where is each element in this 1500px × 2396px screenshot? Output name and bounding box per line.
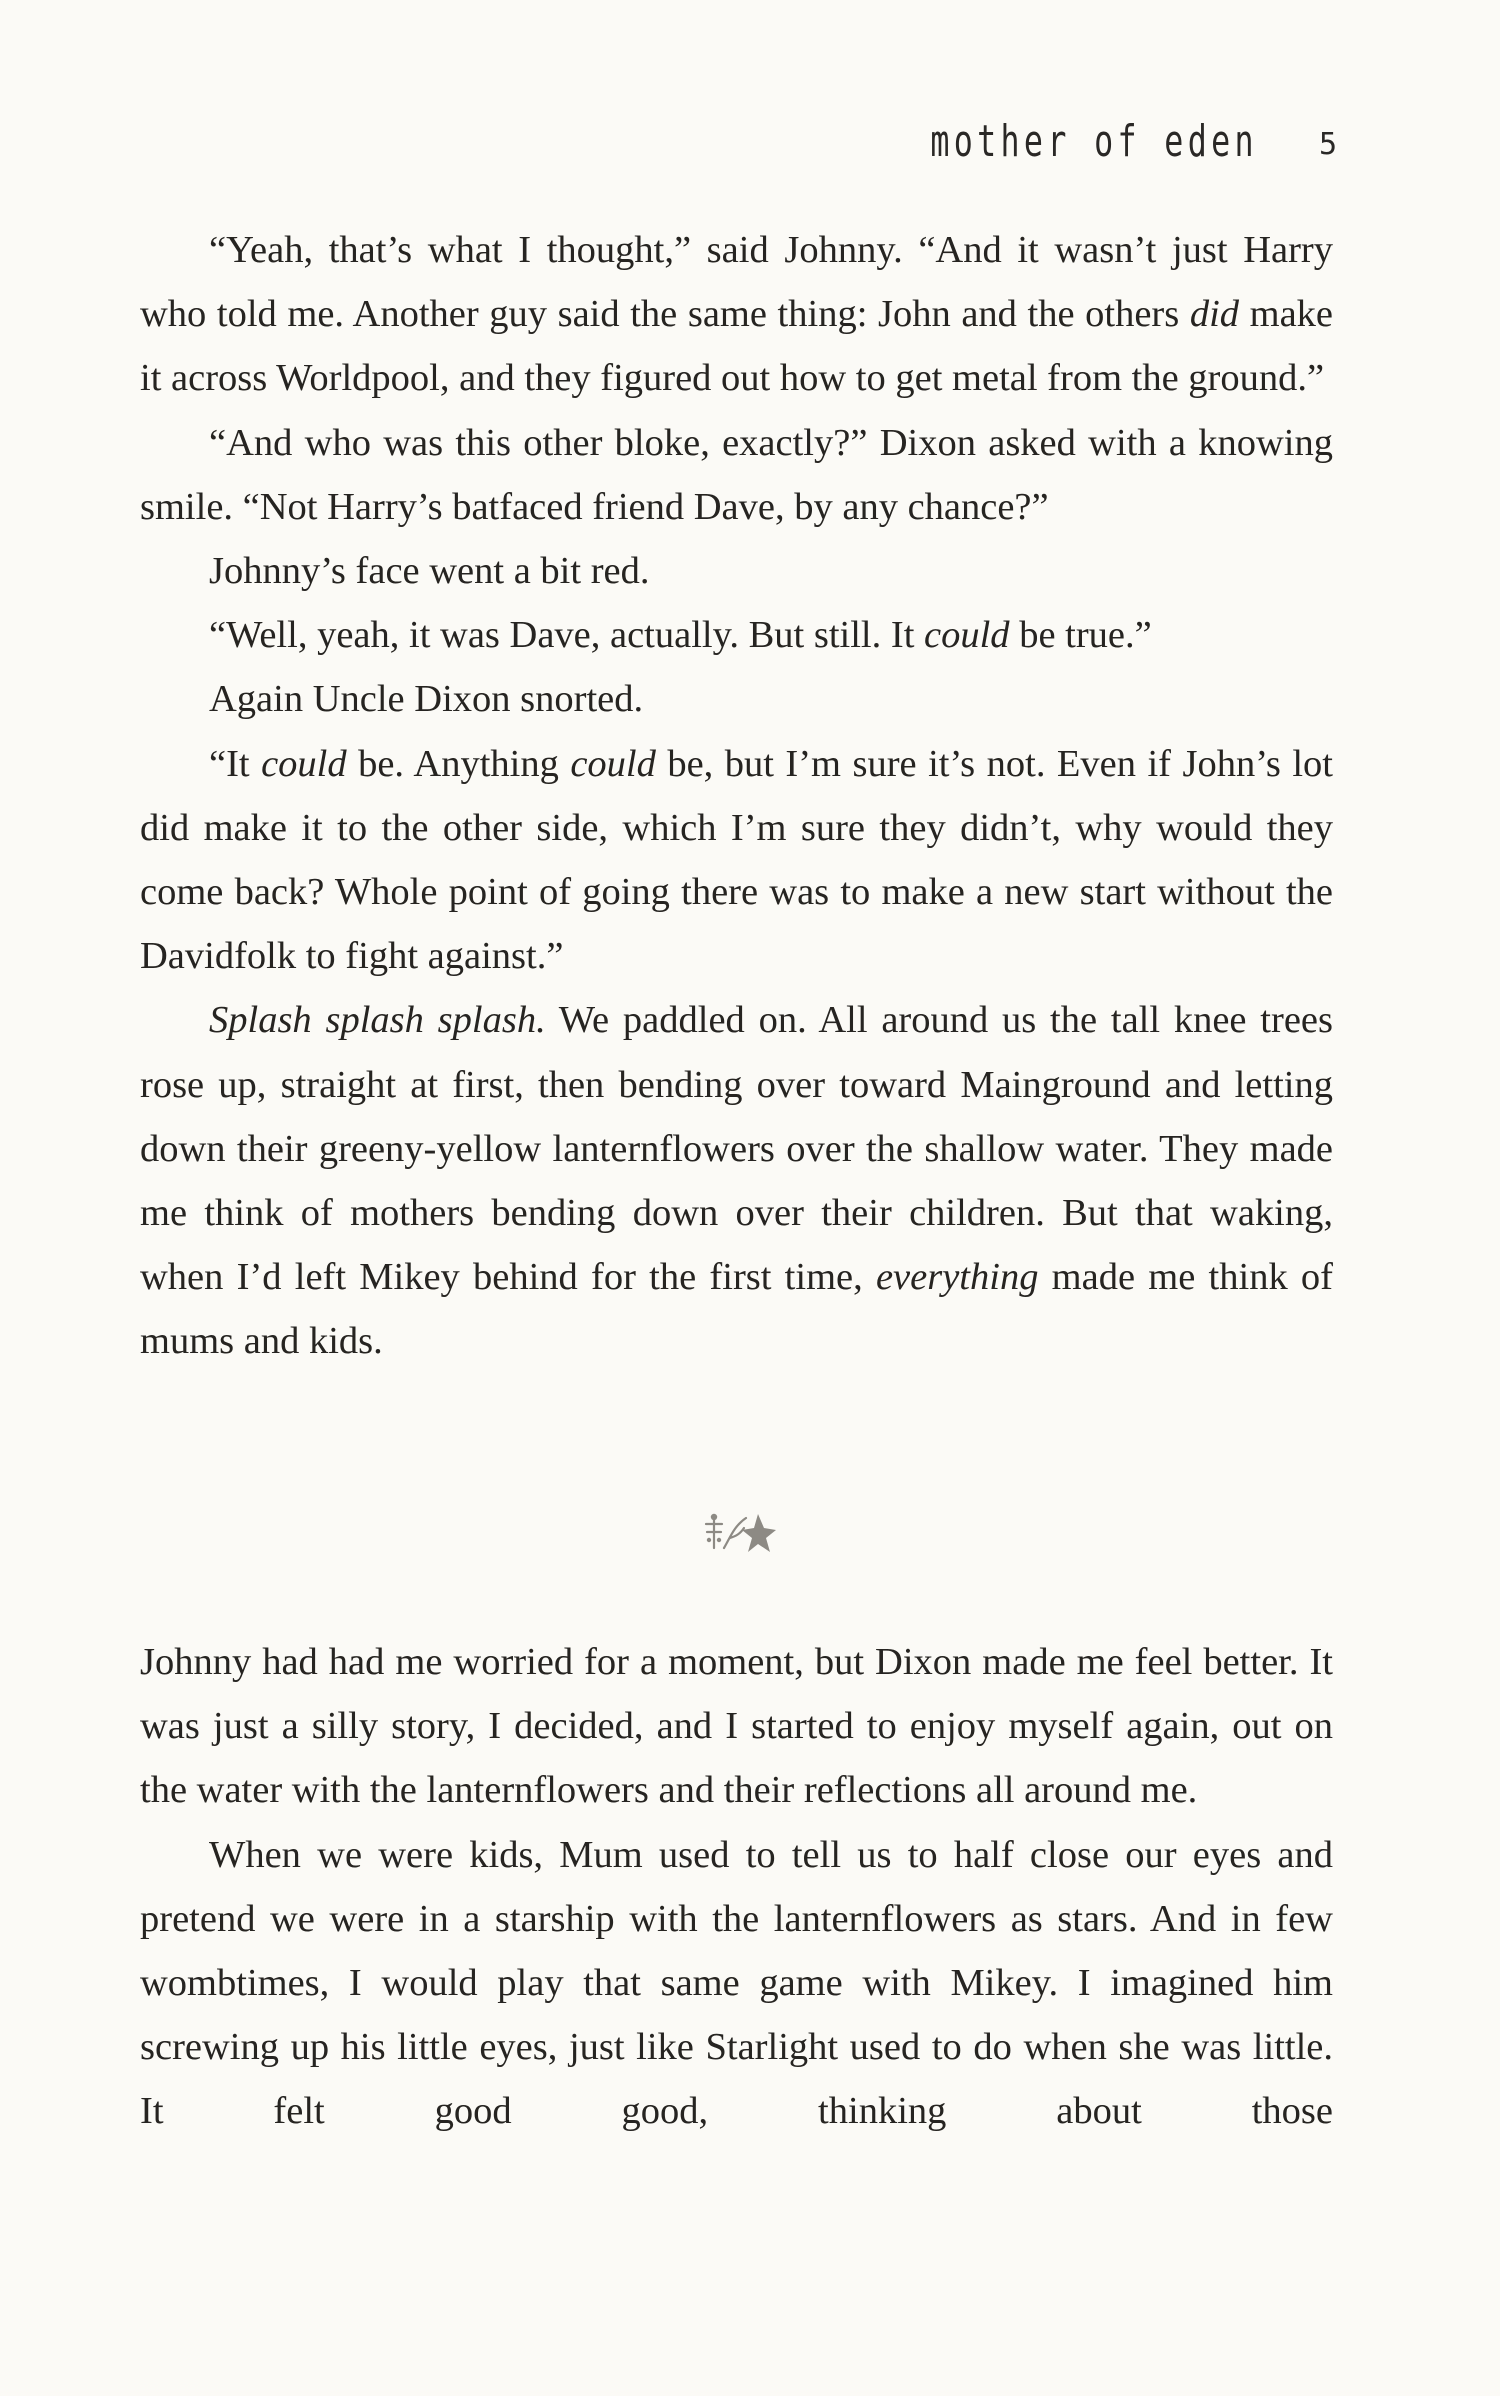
emphasis: Splash splash splash. [209,999,546,1042]
text-section-2 [140,1630,1333,2144]
paragraph: Splash splash splash. We paddled on. All around us the tall knee trees rose up, straight at first, then bending over toward Mainground and letting down their greeny-yellow lanternflowers over the shallow water. They made me think of mothers bending down over their children. But that waking, when I’d left Mikey behind for the first time, everything made me think of mums and kids. [140,999,1333,1363]
emphasis: everything [875,1256,1039,1299]
paragraph: “Yeah, that’s what I thought,” said Johnny. “And it wasn’t just Harry who told me. Another guy said the same thing: John and the others did make it across Worldpool, and they figured out how to get metal from the ground.” [140,229,1333,400]
emphasis: did [1189,293,1240,336]
emphasis: could [924,614,1010,657]
paragraph: Johnny’s face went a bit red. [209,550,650,593]
emphasis: could [570,742,656,785]
paragraph: Again Uncle Dixon snorted. [209,678,644,721]
page-number: 5 [1318,127,1337,162]
paragraph: Johnny had had me worried for a moment, but Dixon made me feel better. It was just a silly story, I decided, and I started to enjoy myself again, out on the water with the lanternflowers and their reflections all around me. [140,1641,1333,1812]
paragraph: “Well, yeah, it was Dave, actually. But still. It could be true.” [209,614,1152,657]
running-title: mother of eden [930,116,1258,167]
text-section-1 [140,218,1333,1374]
paragraph: “It could be. Anything could be, but I’m sure it’s not. Even if John’s lot did make it to the other side, which I’m sure they didn’t, why would they come back? Whole point of going there was to make a new start without the Davidfolk to fight against.” [140,742,1333,978]
paragraph: When we were kids, Mum used to tell us to half close our eyes and pretend we were in a starship with the lanternflowers as stars. And in few wombtimes, I would play that same game with Mikey. I imagined him screwing up his little eyes, just like Starlight used to do when she was little. It felt good good, thinking about those [140,1833,1333,2133]
running-header [0,112,1500,172]
emphasis: could [261,742,347,785]
flower-ornament-icon [700,1508,780,1556]
paragraph: “And who was this other bloke, exactly?” Dixon asked with a knowing smile. “Not Harry’s batfaced friend Dave, by any chance?” [140,421,1333,528]
